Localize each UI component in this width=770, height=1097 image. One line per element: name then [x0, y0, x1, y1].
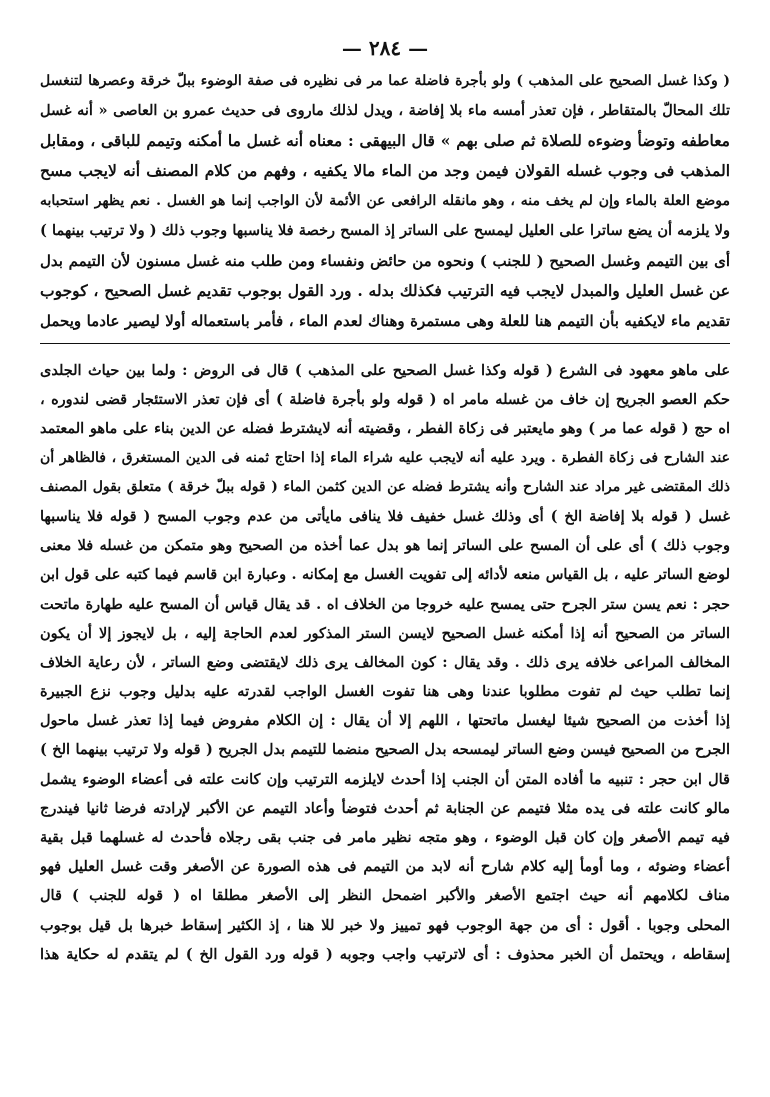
main-text-line: ( وكذا غسل الصحيح على المذهب ) ولو بأجرة فاضلة عما مر فى نظيره فى صفة الوضوء ببلّ خرقة وعصرها لتنغسل [40, 73, 730, 89]
footnote-line: ذلك المقتضى غير مراد عند الشارح وأنه يشترط فضله عن الدين كثمن الماء ( قوله ببلّ خرقة ) متعلق بقول المصنف [40, 478, 730, 495]
footnote-divider [40, 343, 730, 344]
main-text-line: تلك المحالّ بالمتقاطر ، فإن تعذر أمسه ماء بلا إفاضة ، ويدل لذلك ماروى فى حديث عمرو بن العاصى « أنه غسل [40, 102, 730, 119]
footnote-line: لوضع الساتر عليه ، بل القياس منعه لأدائه إلى تفويت الغسل مع إمكانه . وعبارة ابن قاسم فيما كتبه على قول ابن [40, 566, 730, 584]
footnote-line: أعضاء وضوئه ، وما أومأ إليه كلام شارح أنه لابد من التيمم فى هذه الصورة عن الأصغر وقت غسل العليل فهو [40, 858, 730, 876]
footnote-line: إنما تطلب حيث لم تفوت مطلوبا عندنا وهى هنا تفوت الغسل الواجب لقدرته عليه بدليل وجوب نزع الجبيرة [40, 683, 730, 701]
footnote-line: المحلى وجوبا . أقول : أى من جهة الوجوب فهو تمييز ولا خبر للا هنا ، إذ الكثير إسقاط خبرها بل قيل بوجوب [40, 916, 730, 934]
footnote-line: المخالف المراعى خلافه يرى ذلك . وقد يقال : كون المخالف يرى ذلك لايقتضى وضع الساتر ، لأن رعاية الخلاف [40, 653, 730, 671]
footnote-line: على ماهو معهود فى الشرع ( قوله وكذا غسل الصحيح على المذهب ) قال فى الروض : ولما بين حياث الجلدى [40, 362, 730, 379]
footnote-line: مناف لكلامهم أنه حيث اجتمع الأصغر والأكبر اضمحل النظر إلى الأصغر مطلقا اه ( قوله للجنب ) قال [40, 887, 730, 905]
footnote-line: عند الشارح فى زكاة الفطرة . ويرد عليه أنه لايجب عليه شراء الماء إذا احتاج ثمنه فى الدين المستغرق ، فالظاهر أن [40, 449, 730, 466]
footnote-line: حجر : نعم يسن ستر الجرح حتى يمسح عليه خروجا من الخلاف اه . قد يقال قياس أن المسح عليه طهارة ماتحت [40, 595, 730, 613]
footnote-line: الجرح من الصحيح فيسن وضع الساتر ليمسحه بدل الصحيح منضما للتيمم بدل الجريح ( قوله ولا ترتيب بينهما الخ ) [40, 741, 730, 759]
page-number: — ٢٨٤ — [341, 36, 429, 60]
main-text-line: معاطفه وتوضأ وضوءه للصلاة ثم صلى بهم » قال البيهقى : معناه أنه غسل ما أمكنه وتيمم للباقى ، ومقابل [40, 131, 730, 150]
main-text-line: ولا يلزمه أن يضع ساترا على العليل ليمسح على الساتر إذ المسح رخصة فلا يناسبها وجوب ذلك ( ولا ترتيب بينهما ) [40, 222, 730, 239]
main-text-line: تقديم ماء لايكفيه بأن التيمم هنا للعلة وهى مستمرة وهناك لعدم الماء ، فأمر باستعماله أولا ليصير عادما ويحمل [40, 312, 730, 330]
footnote-line: إسقاطه ، ويحتمل أن الخبر محذوف : أى لاترتيب واجب وجوبه ( قوله ورد القول الخ ) لم يتقدم له حكاية هذا [40, 945, 730, 963]
footnote-line: قال ابن حجر : تنبيه ما أفاده المتن أن الجنب إذا أحدث لايلزمه الترتيب وإن كانت علته فى أعضاء الوضوء يشمل [40, 770, 730, 788]
footnote-line: فيه تيمم الأصغر وإن كان قبل الوضوء ، وهو متجه نظير مامر فى جنب بقى رجلاه فأحدث له غسلهما قبل بقية [40, 829, 730, 846]
main-text-line: أى بين التيمم وغسل الصحيح ( للجنب ) ونحوه من حائض ونفساء ومن طلب منه غسل مسنون لأن التيمم بدل [40, 252, 730, 270]
footnotes [40, 356, 730, 969]
main-text-line: موضع العلة بالماء وإن لم يخف منه ، وهو مانقله الرافعى عن الأئمة لأن الواجب إنما هو الغسل . نعم يظهر استحبابه [40, 193, 730, 209]
main-text [40, 66, 730, 336]
footnote-line: غسل ( قوله بلا إفاضة الخ ) أى وذلك غسل خفيف فلا ينافى مايأتى من عدم وجوب المسح ( قوله فلا يناسبها [40, 507, 730, 525]
footnote-line: اه حج ( قوله عما مر ) وهو مايعتبر فى زكاة الفطر ، وقضيته أنه لايشترط فضله عن الدين بناء على ماهو المعتمد [40, 420, 730, 438]
main-text-line: عن غسل العليل والمبدل لايجب فيه الترتيب فكذلك بدله . ورد القول بوجوب تقديم غسل الصحيح ، كوجوب [40, 281, 730, 300]
footnote-line: حكم العصو الجريح إن خاف من غسله مامر اه ( قوله ولو بأجرة فاضلة ) أى فإن تعذر الاستئجار قضى لندوره ، [40, 391, 730, 409]
footnote-line: الساتر من الصحيح أنه إذا أمكنه غسل الصحيح لايسن الستر المذكور لعدم الحاجة إليه ، بل لايجوز إلا أن يكون [40, 624, 730, 642]
footnote-line: مالو كانت علته فى يده مثلا فتيمم عن الجنابة ثم أحدث فتوضأ وأعاد التيمم عن الأكبر لإرادته فرضا ثانيا فيندرج [40, 799, 730, 817]
footnote-line: إذا أخذت من الصحيح شيئا ليغسل ماتحتها ، اللهم إلا أن يقال : إن الكلام مفروض فيما إذا تعذر غسل ماحول [40, 712, 730, 730]
main-text-line: المذهب فى وجوب غسله القولان فيمن وجد من الماء مالا يكفيه ، وفهم من كلام المصنف أنه لايجب مسح [40, 161, 730, 180]
footnote-line: وجوب ذلك ) أى على أن المسح على الساتر إنما هو بدل عما أخذه من الصحيح وهو متمكن من غسله فلا معنى [40, 537, 730, 555]
